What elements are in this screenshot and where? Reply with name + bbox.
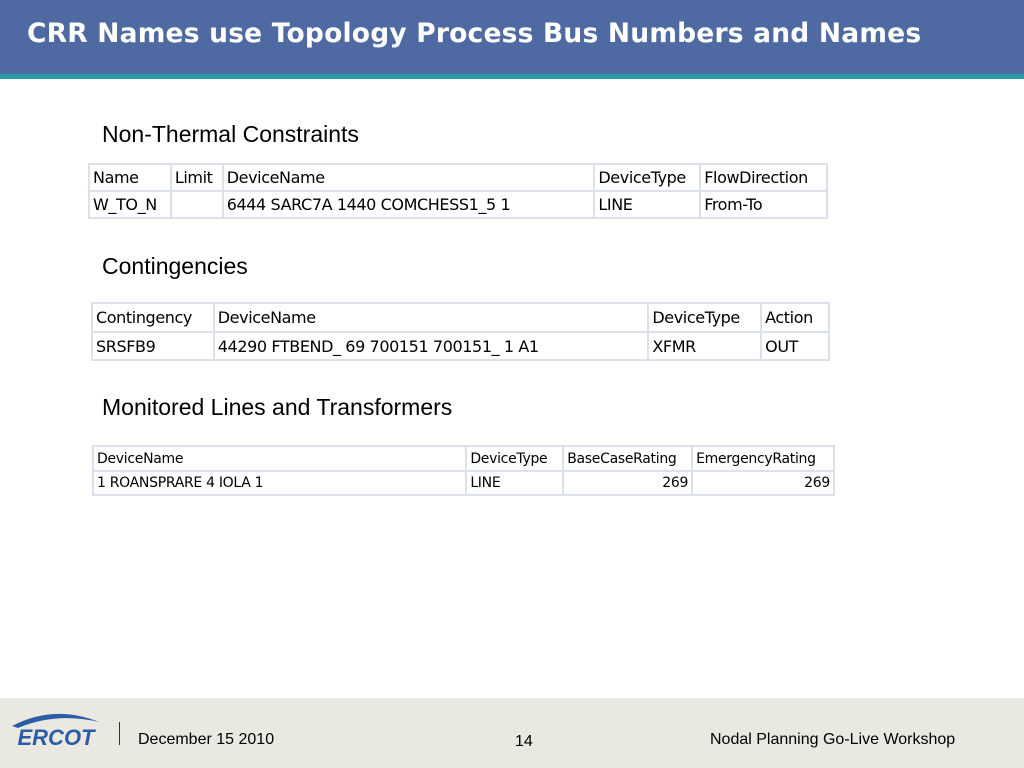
column-header: Action <box>761 303 829 332</box>
ercot-logo <box>10 708 102 752</box>
table-header-row <box>89 164 827 191</box>
table-cell: XFMR <box>648 332 761 360</box>
page-number: 14 <box>515 733 533 750</box>
table-cell: LINE <box>466 471 563 495</box>
column-header: Name <box>89 164 171 191</box>
table-cell: W_TO_N <box>89 191 171 218</box>
table-cell <box>171 191 223 218</box>
table-row <box>93 471 834 495</box>
table-cell: OUT <box>761 332 829 360</box>
column-header: DeviceName <box>214 303 649 332</box>
column-header: DeviceType <box>466 446 563 471</box>
column-header: Limit <box>171 164 223 191</box>
table-cell: 44290 FTBEND_ 69 700151 700151_ 1 A1 <box>214 332 649 360</box>
column-header: DeviceType <box>648 303 761 332</box>
table-header-row <box>93 446 834 471</box>
footer-event: Nodal Planning Go-Live Workshop <box>710 731 956 748</box>
slide-title: CRR Names use Topology Process Bus Numbers and Names <box>27 18 922 49</box>
column-header: FlowDirection <box>700 164 827 191</box>
column-header: BaseCaseRating <box>563 446 692 471</box>
contingencies-table <box>91 302 830 361</box>
table-cell: SRSFB9 <box>92 332 214 360</box>
table-cell: 269 <box>563 471 692 495</box>
column-header: DeviceName <box>223 164 595 191</box>
table-cell: LINE <box>594 191 700 218</box>
table-row <box>89 191 827 218</box>
monitored-heading: Monitored Lines and Transformers <box>102 394 453 420</box>
table-cell: From-To <box>700 191 827 218</box>
column-header: Contingency <box>92 303 214 332</box>
table-cell: 1 ROANSPRARE 4 IOLA 1 <box>93 471 466 495</box>
table-cell: 6444 SARC7A 1440 COMCHESS1_5 1 <box>223 191 595 218</box>
logo-text: ERCOT <box>17 725 95 750</box>
table-header-row <box>92 303 829 332</box>
column-header: DeviceType <box>594 164 700 191</box>
footer-date: December 15 2010 <box>138 731 275 748</box>
title-bar-accent <box>0 74 1024 79</box>
column-header: EmergencyRating <box>692 446 834 471</box>
non-thermal-table <box>88 163 828 219</box>
table-cell: 269 <box>692 471 834 495</box>
footer-divider <box>119 722 120 745</box>
ercot-logo-icon <box>10 708 102 752</box>
monitored-table <box>92 445 835 496</box>
column-header: DeviceName <box>93 446 466 471</box>
contingencies-heading: Contingencies <box>102 253 248 279</box>
table-row <box>92 332 829 360</box>
non-thermal-heading: Non-Thermal Constraints <box>102 121 359 147</box>
